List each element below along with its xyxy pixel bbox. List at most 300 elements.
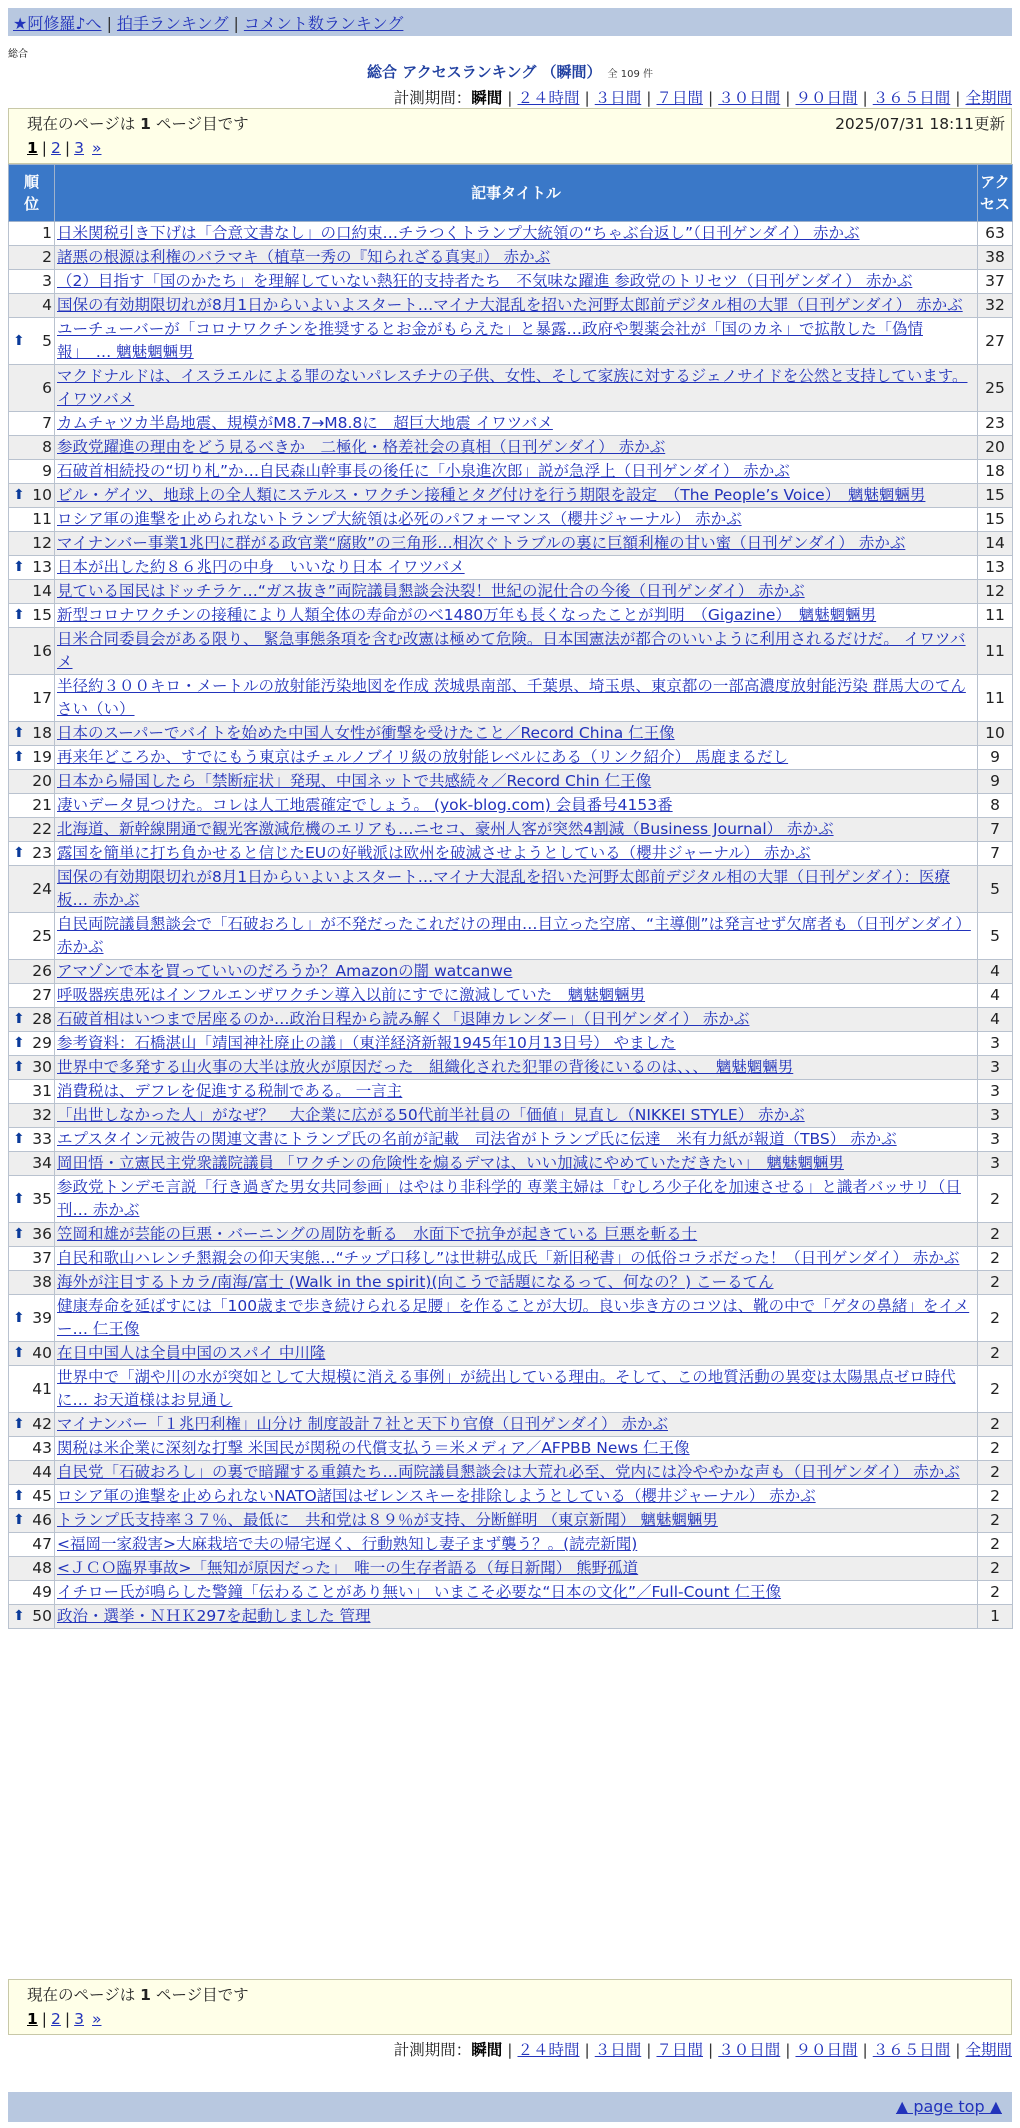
access-count: 2 <box>978 1557 1013 1581</box>
rank-number: 32 <box>32 1106 52 1124</box>
title-cell <box>55 1485 978 1509</box>
rank-number: 47 <box>32 1535 52 1553</box>
period-label: 計測期間： <box>393 2041 472 2059</box>
title-cell <box>55 1509 978 1533</box>
table-row <box>9 1485 1013 1509</box>
access-count: 3 <box>978 1032 1013 1056</box>
article-title-link[interactable]: 日米合同委員会がある限り、 緊急事態条項を含む改憲は極めて危険。日本国憲法が都合のいいように利用されるだけだ。 イワツバメ <box>57 630 966 671</box>
period-separator: | <box>785 89 791 107</box>
article-title-link[interactable]: 国保の有効期限切れが8月1日からいよいよスタート…マイナ大混乱を招いた河野太郎前デジタル相の大罪（日刊ゲンダイ） 赤かぶ <box>57 296 963 314</box>
article-title-link[interactable]: 凄いデータ見つけた。コレは人工地震確定でしょう。 (yok-blog.com) 会員番号4153番 <box>57 796 673 814</box>
article-title-link[interactable]: 岡田悟・立憲民主党衆議院議員 「ワクチンの危険性を煽るデマは、いい加減にやめていただきたい」 魑魅魍魎男 <box>57 1154 844 1172</box>
rank-cell <box>9 1605 55 1629</box>
article-title-link[interactable]: 呼吸器疾患死はインフルエンザワクチン導入以前にすでに激減していた 魑魅魍魎男 <box>57 986 646 1004</box>
title-cell <box>55 1366 978 1413</box>
period-link[interactable]: ２４時間 <box>517 89 580 107</box>
period-current: 瞬間 <box>471 89 503 107</box>
period-link[interactable]: 全期間 <box>965 2041 1012 2059</box>
article-title-link[interactable]: マクドナルドは、イスラエルによる罪のないパレスチナの子供、女性、そして家族に対するジェノサイドを公然と支持しています。 イワツバメ <box>57 367 968 408</box>
article-title-link[interactable]: マイナンバー「１兆円利権」山分け 制度設計７社と天下り官僚（日刊ゲンダイ） 赤かぶ <box>57 1415 668 1433</box>
access-count: 37 <box>978 270 1013 294</box>
period-separator: | <box>584 89 590 107</box>
rank-number: 4 <box>42 296 52 314</box>
title-cell <box>55 365 978 412</box>
rank-number: 5 <box>42 331 52 350</box>
applause-ranking-link[interactable]: 拍手ランキング <box>116 14 229 33</box>
table-row <box>9 484 1013 508</box>
period-selector-top <box>394 86 1012 108</box>
period-link[interactable]: ２４時間 <box>517 2041 580 2059</box>
article-title-link[interactable]: アマゾンで本を買っていいのだろうか？Amazonの闇 watcanwe <box>57 962 513 980</box>
article-title-link[interactable]: 新型コロナワクチンの接種により人類全体の寿命がのべ1480万年も長くなったことが判明 （Gigazine） 魑魅魍魎男 <box>57 606 877 624</box>
article-title-link[interactable]: イチロー氏が鳴らした警鐘「伝わることがあり無い」 いまこそ必要な“日本の文化”／Full-Count 仁王像 <box>57 1583 782 1601</box>
table-row <box>9 365 1013 412</box>
article-title-link[interactable]: カムチャツカ半島地震、規模がM8.7→M8.8に 超巨大地震 イワツバメ <box>57 414 553 432</box>
table-row <box>9 746 1013 770</box>
rank-cell <box>9 1271 55 1295</box>
rank-number: 7 <box>42 414 52 432</box>
rank-up-arrow-icon: ⬆ <box>13 1309 25 1326</box>
table-row <box>9 960 1013 984</box>
article-title-link[interactable]: 参考資料：石橋湛山「靖国神社廃止の議」（東洋経済新報1945年10月13日号） やました <box>57 1034 676 1052</box>
article-title-link[interactable]: 半径約３００キロ・メートルの放射能汚染地図を作成 茨城県南部、千葉県、埼玉県、東京都の一部高濃度放射能汚染 群馬大のてんさい（い） <box>57 677 966 718</box>
rank-cell <box>9 1152 55 1176</box>
rank-cell <box>9 1247 55 1271</box>
rank-number: 33 <box>32 1130 52 1148</box>
access-count: 11 <box>978 675 1013 722</box>
pager-current-page: 1 <box>27 139 38 157</box>
title-cell <box>55 294 978 318</box>
rank-cell <box>9 1533 55 1557</box>
period-link[interactable]: ３日間 <box>594 2041 642 2059</box>
article-title-link[interactable]: ロシア軍の進撃を止められないトランプ大統領は必死のパフォーマンス（櫻井ジャーナル） 赤かぶ <box>57 510 742 528</box>
title-cell <box>55 1342 978 1366</box>
rank-up-arrow-icon: ⬆ <box>13 1608 25 1624</box>
rank-cell <box>9 1295 55 1342</box>
table-row <box>9 1557 1013 1581</box>
pager-next-link[interactable]: » <box>92 139 102 157</box>
rank-cell <box>9 746 55 770</box>
rank-up-arrow-icon: ⬆ <box>13 845 25 861</box>
article-title-link[interactable]: ロシア軍の進撃を止められないNATO諸国はゼレンスキーを排除しようとしている（櫻井ジャーナル） 赤かぶ <box>57 1487 816 1505</box>
rank-cell <box>9 412 55 436</box>
access-count: 9 <box>978 770 1013 794</box>
access-count: 8 <box>978 794 1013 818</box>
total-count: 全 109 件 <box>607 69 653 80</box>
title-cell <box>55 722 978 746</box>
category-label: 総合 <box>8 49 28 60</box>
access-count: 11 <box>978 604 1013 628</box>
table-row <box>9 460 1013 484</box>
table-row <box>9 412 1013 436</box>
title-cell <box>55 960 978 984</box>
article-title-link[interactable]: （2）目指す「国のかたち」を理解していない熱狂的支持者たち 不気味な躍進 参政党のトリセツ（日刊ゲンダイ） 赤かぶ <box>57 272 913 290</box>
table-row <box>9 1008 1013 1032</box>
rank-up-arrow-icon: ⬆ <box>13 332 25 349</box>
period-separator: | <box>507 2041 513 2059</box>
rank-number: 46 <box>32 1511 52 1529</box>
title-cell <box>55 675 978 722</box>
title-cell <box>55 746 978 770</box>
article-title-link[interactable]: ビル・ゲイツ、地球上の全人類にステルス・ワクチン接種とタグ付けを行う期限を設定 （The People’s Voice） 魑魅魍魎男 <box>57 486 926 504</box>
article-title-link[interactable]: 自民両院議員懇談会で「石破おろし」が不発だったこれだけの理由…目立った空席、“主導側”は発言せず欠席者も（日刊ゲンダイ） 赤かぶ <box>57 915 971 956</box>
page-suffix: ページ目です <box>155 1986 249 2004</box>
period-separator: | <box>862 89 868 107</box>
period-link[interactable]: 全期間 <box>965 89 1012 107</box>
article-title-link[interactable]: トランプ氏支持率３７％、最低に 共和党は８９％が支持、分断鮮明 （東京新聞） 魑魅魍魎男 <box>57 1511 718 1529</box>
access-count: 38 <box>978 246 1013 270</box>
rank-header: 順位 <box>9 165 55 222</box>
table-row <box>9 270 1013 294</box>
title-cell <box>55 604 978 628</box>
rank-cell <box>9 913 55 960</box>
period-separator: | <box>785 2041 791 2059</box>
access-count: 23 <box>978 412 1013 436</box>
access-count: 2 <box>978 1509 1013 1533</box>
nav-separator: | <box>106 14 112 33</box>
access-count: 63 <box>978 222 1013 246</box>
pager-page-link[interactable]: 3 <box>74 139 85 157</box>
access-count: 3 <box>978 1080 1013 1104</box>
period-separator: | <box>708 89 714 107</box>
period-link[interactable]: ７日間 <box>656 89 703 107</box>
title-cell <box>55 1533 978 1557</box>
rank-number: 20 <box>32 772 52 790</box>
article-title-link[interactable]: 世界中で多発する山火事の大半は放火が原因だった 組織化された犯罪の背後にいるのは、、、 魑魅魍魎男 <box>57 1058 794 1076</box>
title-cell <box>55 818 978 842</box>
title-cell <box>55 866 978 913</box>
access-count: 10 <box>978 722 1013 746</box>
access-count: 5 <box>978 913 1013 960</box>
table-row <box>9 436 1013 460</box>
article-title-link[interactable]: 石破首相はいつまで居座るのか…政治日程から読み解く「退陣カレンダー」（日刊ゲンダイ） 赤かぶ <box>57 1010 750 1028</box>
article-title-link[interactable]: 日本が出した約８６兆円の中身 いいなり日本 イワツバメ <box>57 558 465 576</box>
access-count: 3 <box>978 1056 1013 1080</box>
period-link[interactable]: ３６５日間 <box>872 2041 951 2059</box>
current-page-text <box>27 1983 249 2005</box>
rank-up-arrow-icon: ⬆ <box>13 1059 25 1075</box>
rank-cell <box>9 294 55 318</box>
access-count: 12 <box>978 580 1013 604</box>
period-link[interactable]: ３日間 <box>594 89 642 107</box>
table-row <box>9 246 1013 270</box>
table-row <box>9 1152 1013 1176</box>
rank-number: 34 <box>32 1154 52 1172</box>
pager-bottom <box>8 1979 1012 2035</box>
article-title-link[interactable]: 世界中で「湖や川の水が突如として大規模に消える事例」が続出している理由。そして、この地質活動の異変は太陽黒点ゼロ時代に… お天道様はお見通し <box>57 1368 956 1409</box>
rank-cell <box>9 842 55 866</box>
rank-number: 43 <box>32 1439 52 1457</box>
page-top-link[interactable]: ▲ page top ▲ <box>895 2097 1002 2116</box>
article-title-link[interactable]: 見ている国民はドッチラケ…“ガス抜き”両院議員懇談会決裂！世紀の泥仕合の今後（日刊ゲンダイ） 赤かぶ <box>57 582 805 600</box>
page-links <box>27 139 102 157</box>
rank-number: 18 <box>32 724 52 742</box>
title-cell <box>55 532 978 556</box>
bottom-bar <box>8 2092 1012 2122</box>
article-title-link[interactable]: 健康寿命を延ばすには「100歳まで歩き続けられる足腰」を作ることが大切。良い歩き方のコツは、靴の中で「ゲタの鼻緒」をイメー… 仁王像 <box>57 1297 970 1338</box>
table-row <box>9 294 1013 318</box>
rank-up-arrow-icon: ⬆ <box>13 1226 25 1242</box>
access-count: 20 <box>978 436 1013 460</box>
period-link[interactable]: ３０日間 <box>718 89 781 107</box>
access-count: 15 <box>978 508 1013 532</box>
rank-cell <box>9 1413 55 1437</box>
article-title-link[interactable]: 在日中国人は全員中国のスパイ 中川隆 <box>57 1344 326 1362</box>
rank-number: 38 <box>32 1273 52 1291</box>
rank-number: 49 <box>32 1583 52 1601</box>
rank-number: 41 <box>32 1379 52 1398</box>
article-title-link[interactable]: 再来年どころか、すでにもう東京はチェルノブイリ級の放射能レベルにある（リンク紹介） 馬鹿まるだし <box>57 748 789 766</box>
rank-number: 50 <box>32 1607 52 1625</box>
title-cell <box>55 1223 978 1247</box>
rank-up-arrow-icon: ⬆ <box>13 1131 25 1147</box>
rank-number: 45 <box>32 1487 52 1505</box>
rank-cell <box>9 1080 55 1104</box>
title-cell <box>55 1176 978 1223</box>
access-count: 27 <box>978 318 1013 365</box>
title-cell <box>55 222 978 246</box>
article-title-link[interactable]: <ＪＣＯ臨界事故>「無知が原因だった」 唯一の生存者語る（毎日新聞） 熊野孤道 <box>57 1559 639 1577</box>
period-separator: | <box>955 89 961 107</box>
period-selector-bottom <box>394 2038 1012 2060</box>
title-cell <box>55 1247 978 1271</box>
table-row <box>9 222 1013 246</box>
access-count: 4 <box>978 960 1013 984</box>
table-row <box>9 1342 1013 1366</box>
article-title-link[interactable]: 消費税は、デフレを促進する税制である。 一言主 <box>57 1082 403 1100</box>
rank-cell <box>9 1557 55 1581</box>
article-title-link[interactable]: 政治・選挙・ＮＨＫ297を起動しました 管理 <box>57 1607 371 1625</box>
title-header: 記事タイトル <box>55 165 978 222</box>
rank-number: 10 <box>32 486 52 504</box>
access-count: 2 <box>978 1533 1013 1557</box>
title-cell <box>55 628 978 675</box>
period-link[interactable]: ３０日間 <box>718 2041 781 2059</box>
period-separator: | <box>708 2041 714 2059</box>
page-prefix: 現在のページは <box>27 115 136 133</box>
rank-cell <box>9 984 55 1008</box>
title-cell <box>55 842 978 866</box>
current-page-text <box>27 112 249 134</box>
rank-number: 12 <box>32 534 52 552</box>
article-title-link[interactable]: <福岡一家殺害>大麻栽培で夫の帰宅遅く、行動熟知し妻子まず襲う？。(読売新聞) <box>57 1535 638 1553</box>
rank-number: 16 <box>32 641 52 660</box>
rank-number: 9 <box>42 462 52 480</box>
rank-cell <box>9 365 55 412</box>
article-title-link[interactable]: ユーチューバーが「コロナワクチンを推奨するとお金がもらえた」と暴露…政府や製薬会社が「国のカネ」で拡散した「偽情報」 … 魑魅魍魎男 <box>57 320 923 361</box>
article-title-link[interactable]: 参政党躍進の理由をどう見るべきか 二極化・格差社会の真相（日刊ゲンダイ） 赤かぶ <box>57 438 666 456</box>
rank-cell <box>9 1032 55 1056</box>
page-suffix: ページ目です <box>155 115 249 133</box>
table-row <box>9 794 1013 818</box>
rank-number: 42 <box>32 1415 52 1433</box>
title-cell <box>55 318 978 365</box>
title-cell <box>55 1152 978 1176</box>
article-title-link[interactable]: 露国を簡単に打ち負かせると信じたEUの好戦派は欧州を破滅させようとしている（櫻井ジャーナル） 赤かぶ <box>57 844 811 862</box>
table-row <box>9 770 1013 794</box>
article-title-link[interactable]: マイナンバー事業1兆円に群がる政官業“腐敗”の三角形…相次ぐトラブルの裏に巨額利権の甘い蜜（日刊ゲンダイ） 赤かぶ <box>57 534 906 552</box>
rank-number: 19 <box>32 748 52 766</box>
rank-number: 22 <box>32 820 52 838</box>
table-row <box>9 1413 1013 1437</box>
article-title-link[interactable]: 笠岡和雄が芸能の巨悪・バーニングの周防を斬る 水面下で抗争が起きている 巨悪を斬る士 <box>57 1225 698 1243</box>
article-title-link[interactable]: 北海道、新幹線開通で観光客激減危機のエリアも…ニセコ、豪州人客が突然4割減（Business Journal） 赤かぶ <box>57 820 834 838</box>
table-row <box>9 842 1013 866</box>
pager-page-link[interactable]: 2 <box>51 2010 61 2028</box>
period-separator: | <box>862 2041 868 2059</box>
rank-number: 15 <box>32 606 52 624</box>
access-count: 14 <box>978 532 1013 556</box>
rank-up-arrow-icon: ⬆ <box>13 1512 25 1528</box>
article-title-link[interactable]: 関税は米企業に深刻な打撃 米国民が関税の代償支払う＝米メディア／AFPBB News 仁王像 <box>57 1439 690 1457</box>
comment-ranking-link[interactable]: コメント数ランキング <box>243 14 404 33</box>
article-title-link[interactable]: 日本から帰国したら「禁断症状」発現、中国ネットで共感続々／Record Chin 仁王像 <box>57 772 652 790</box>
rank-number: 27 <box>32 986 52 1004</box>
table-row <box>9 1533 1013 1557</box>
table-row <box>9 1176 1013 1223</box>
table-row <box>9 1128 1013 1152</box>
article-title-link[interactable]: 「出世しなかった人」がなぜ？ 大企業に広がる50代前半社員の「価値」見直し（NIKKEI STYLE） 赤かぶ <box>57 1106 805 1124</box>
rank-number: 39 <box>32 1308 52 1327</box>
access-count: 2 <box>978 1295 1013 1342</box>
rank-cell <box>9 1056 55 1080</box>
access-count: 2 <box>978 1223 1013 1247</box>
access-count: 11 <box>978 628 1013 675</box>
access-count: 2 <box>978 1413 1013 1437</box>
rank-number: 14 <box>32 582 52 600</box>
article-title-link[interactable]: 自民和歌山ハレンチ懇親会の仰天実態…“チップ口移し”は世耕弘成氏「新旧秘書」の低俗コラボだった！（日刊ゲンダイ） 赤かぶ <box>57 1249 960 1267</box>
rank-up-arrow-icon: ⬆ <box>13 1416 25 1432</box>
current-page-number: 1 <box>140 115 151 133</box>
title-cell <box>55 1080 978 1104</box>
table-row <box>9 675 1013 722</box>
rank-cell <box>9 222 55 246</box>
rank-up-arrow-icon: ⬆ <box>13 1488 25 1504</box>
table-row <box>9 1032 1013 1056</box>
article-title-link[interactable]: 参政党トンデモ言説「行き過ぎた男女共同参画」はやはり非科学的 専業主婦は「むしろ少子化を加速させる」と識者バッサリ（日刊… 赤かぶ <box>57 1178 961 1219</box>
pager-separator: | <box>41 139 48 157</box>
access-count: 2 <box>978 1176 1013 1223</box>
rank-cell <box>9 1581 55 1605</box>
rank-number: 8 <box>42 438 52 456</box>
pager-page-link[interactable]: 3 <box>74 2010 85 2028</box>
ranking-table <box>8 164 1013 1629</box>
period-link[interactable]: ７日間 <box>656 2041 703 2059</box>
pager-page-link[interactable]: 2 <box>51 139 61 157</box>
article-title-link[interactable]: 石破首相続投の“切り札”か…自民森山幹事長の後任に「小泉進次郎」説が急浮上（日刊ゲンダイ） 赤かぶ <box>57 462 790 480</box>
rank-cell <box>9 460 55 484</box>
access-count: 3 <box>978 1104 1013 1128</box>
rank-number: 3 <box>42 272 52 290</box>
title-cell <box>55 1605 978 1629</box>
period-separator: | <box>507 89 513 107</box>
title-cell <box>55 913 978 960</box>
title-cell <box>55 580 978 604</box>
current-page-number: 1 <box>140 1986 151 2004</box>
period-link[interactable]: ９０日間 <box>795 89 858 107</box>
rank-number: 29 <box>32 1034 52 1052</box>
rank-up-arrow-icon: ⬆ <box>13 559 25 575</box>
access-count: 2 <box>978 1437 1013 1461</box>
article-title-link[interactable]: 国保の有効期限切れが8月1日からいよいよスタート…マイナ大混乱を招いた河野太郎前デジタル相の大罪（日刊ゲンダイ）：医療板… 赤かぶ <box>57 868 950 909</box>
rank-up-arrow-icon: ⬆ <box>13 1190 25 1207</box>
period-link[interactable]: ３６５日間 <box>872 89 951 107</box>
access-count: 25 <box>978 365 1013 412</box>
rank-number: 17 <box>32 688 52 707</box>
period-separator: | <box>955 2041 961 2059</box>
access-count: 2 <box>978 1366 1013 1413</box>
home-link[interactable]: ★阿修羅♪へ <box>13 14 102 33</box>
pager-current-page: 1 <box>27 2010 38 2028</box>
rank-number: 31 <box>32 1082 52 1100</box>
table-row <box>9 1247 1013 1271</box>
period-current: 瞬間 <box>471 2041 503 2059</box>
rank-cell <box>9 246 55 270</box>
rank-cell <box>9 318 55 365</box>
rank-up-arrow-icon: ⬆ <box>13 749 25 765</box>
rank-cell <box>9 866 55 913</box>
period-link[interactable]: ９０日間 <box>795 2041 858 2059</box>
rank-number: 2 <box>42 248 52 266</box>
access-count: 3 <box>978 1152 1013 1176</box>
rank-cell <box>9 794 55 818</box>
rank-cell <box>9 604 55 628</box>
rank-cell <box>9 960 55 984</box>
nav-separator: | <box>233 14 239 33</box>
period-separator: | <box>646 2041 652 2059</box>
rank-cell <box>9 1104 55 1128</box>
rank-cell <box>9 270 55 294</box>
title-cell <box>55 556 978 580</box>
article-title-link[interactable]: 日米関税引き下げは「合意文書なし」の口約束…チラつくトランプ大統領の“ちゃぶ台返し”（日刊ゲンダイ） 赤かぶ <box>57 224 860 242</box>
access-count: 2 <box>978 1461 1013 1485</box>
table-row <box>9 1223 1013 1247</box>
table-row <box>9 1605 1013 1629</box>
rank-cell <box>9 722 55 746</box>
article-title-link[interactable]: 自民党「石破おろし」の裏で暗躍する重鎮たち…両院議員懇談会は大荒れ必至、党内には冷ややかな声も（日刊ゲンダイ） 赤かぶ <box>57 1463 960 1481</box>
access-count: 18 <box>978 460 1013 484</box>
title-cell <box>55 484 978 508</box>
title-cell <box>55 1437 978 1461</box>
access-count: 7 <box>978 842 1013 866</box>
top-nav-bar <box>8 8 1012 36</box>
table-row <box>9 818 1013 842</box>
pager-top <box>8 108 1012 164</box>
access-count: 32 <box>978 294 1013 318</box>
updated-timestamp: 2025/07/31 18:11更新 <box>835 115 1005 133</box>
article-title-link[interactable]: 日本のスーパーでバイトを始めた中国人女性が衝撃を受けたこと／Record China 仁王像 <box>57 724 675 742</box>
rank-number: 23 <box>32 844 52 862</box>
article-title-link[interactable]: 諸悪の根源は利権のバラマキ（植草一秀の『知られざる真実』） 赤かぶ <box>57 248 551 266</box>
table-row <box>9 1104 1013 1128</box>
rank-number: 28 <box>32 1010 52 1028</box>
rank-number: 6 <box>42 378 52 397</box>
rank-cell <box>9 1176 55 1223</box>
pager-separator: | <box>41 2010 48 2028</box>
access-header: アクセス <box>978 165 1013 222</box>
table-row <box>9 1509 1013 1533</box>
article-title-link[interactable]: エプスタイン元被告の関連文書にトランプ氏の名前が記載 司法省がトランプ氏に伝達 米有力紙が報道（TBS） 赤かぶ <box>57 1130 897 1148</box>
article-title-link[interactable]: 海外が注目するトカラ/南海/富士 (Walk in the spirit)(向こうで話題になるって、何なの？) こーるてん <box>57 1273 774 1291</box>
period-separator: | <box>584 2041 590 2059</box>
access-count: 7 <box>978 818 1013 842</box>
title-cell <box>55 1461 978 1485</box>
pager-separator: | <box>64 2010 71 2028</box>
table-row <box>9 604 1013 628</box>
title-cell <box>55 436 978 460</box>
pager-next-link[interactable]: » <box>92 2010 102 2028</box>
rank-cell <box>9 1366 55 1413</box>
